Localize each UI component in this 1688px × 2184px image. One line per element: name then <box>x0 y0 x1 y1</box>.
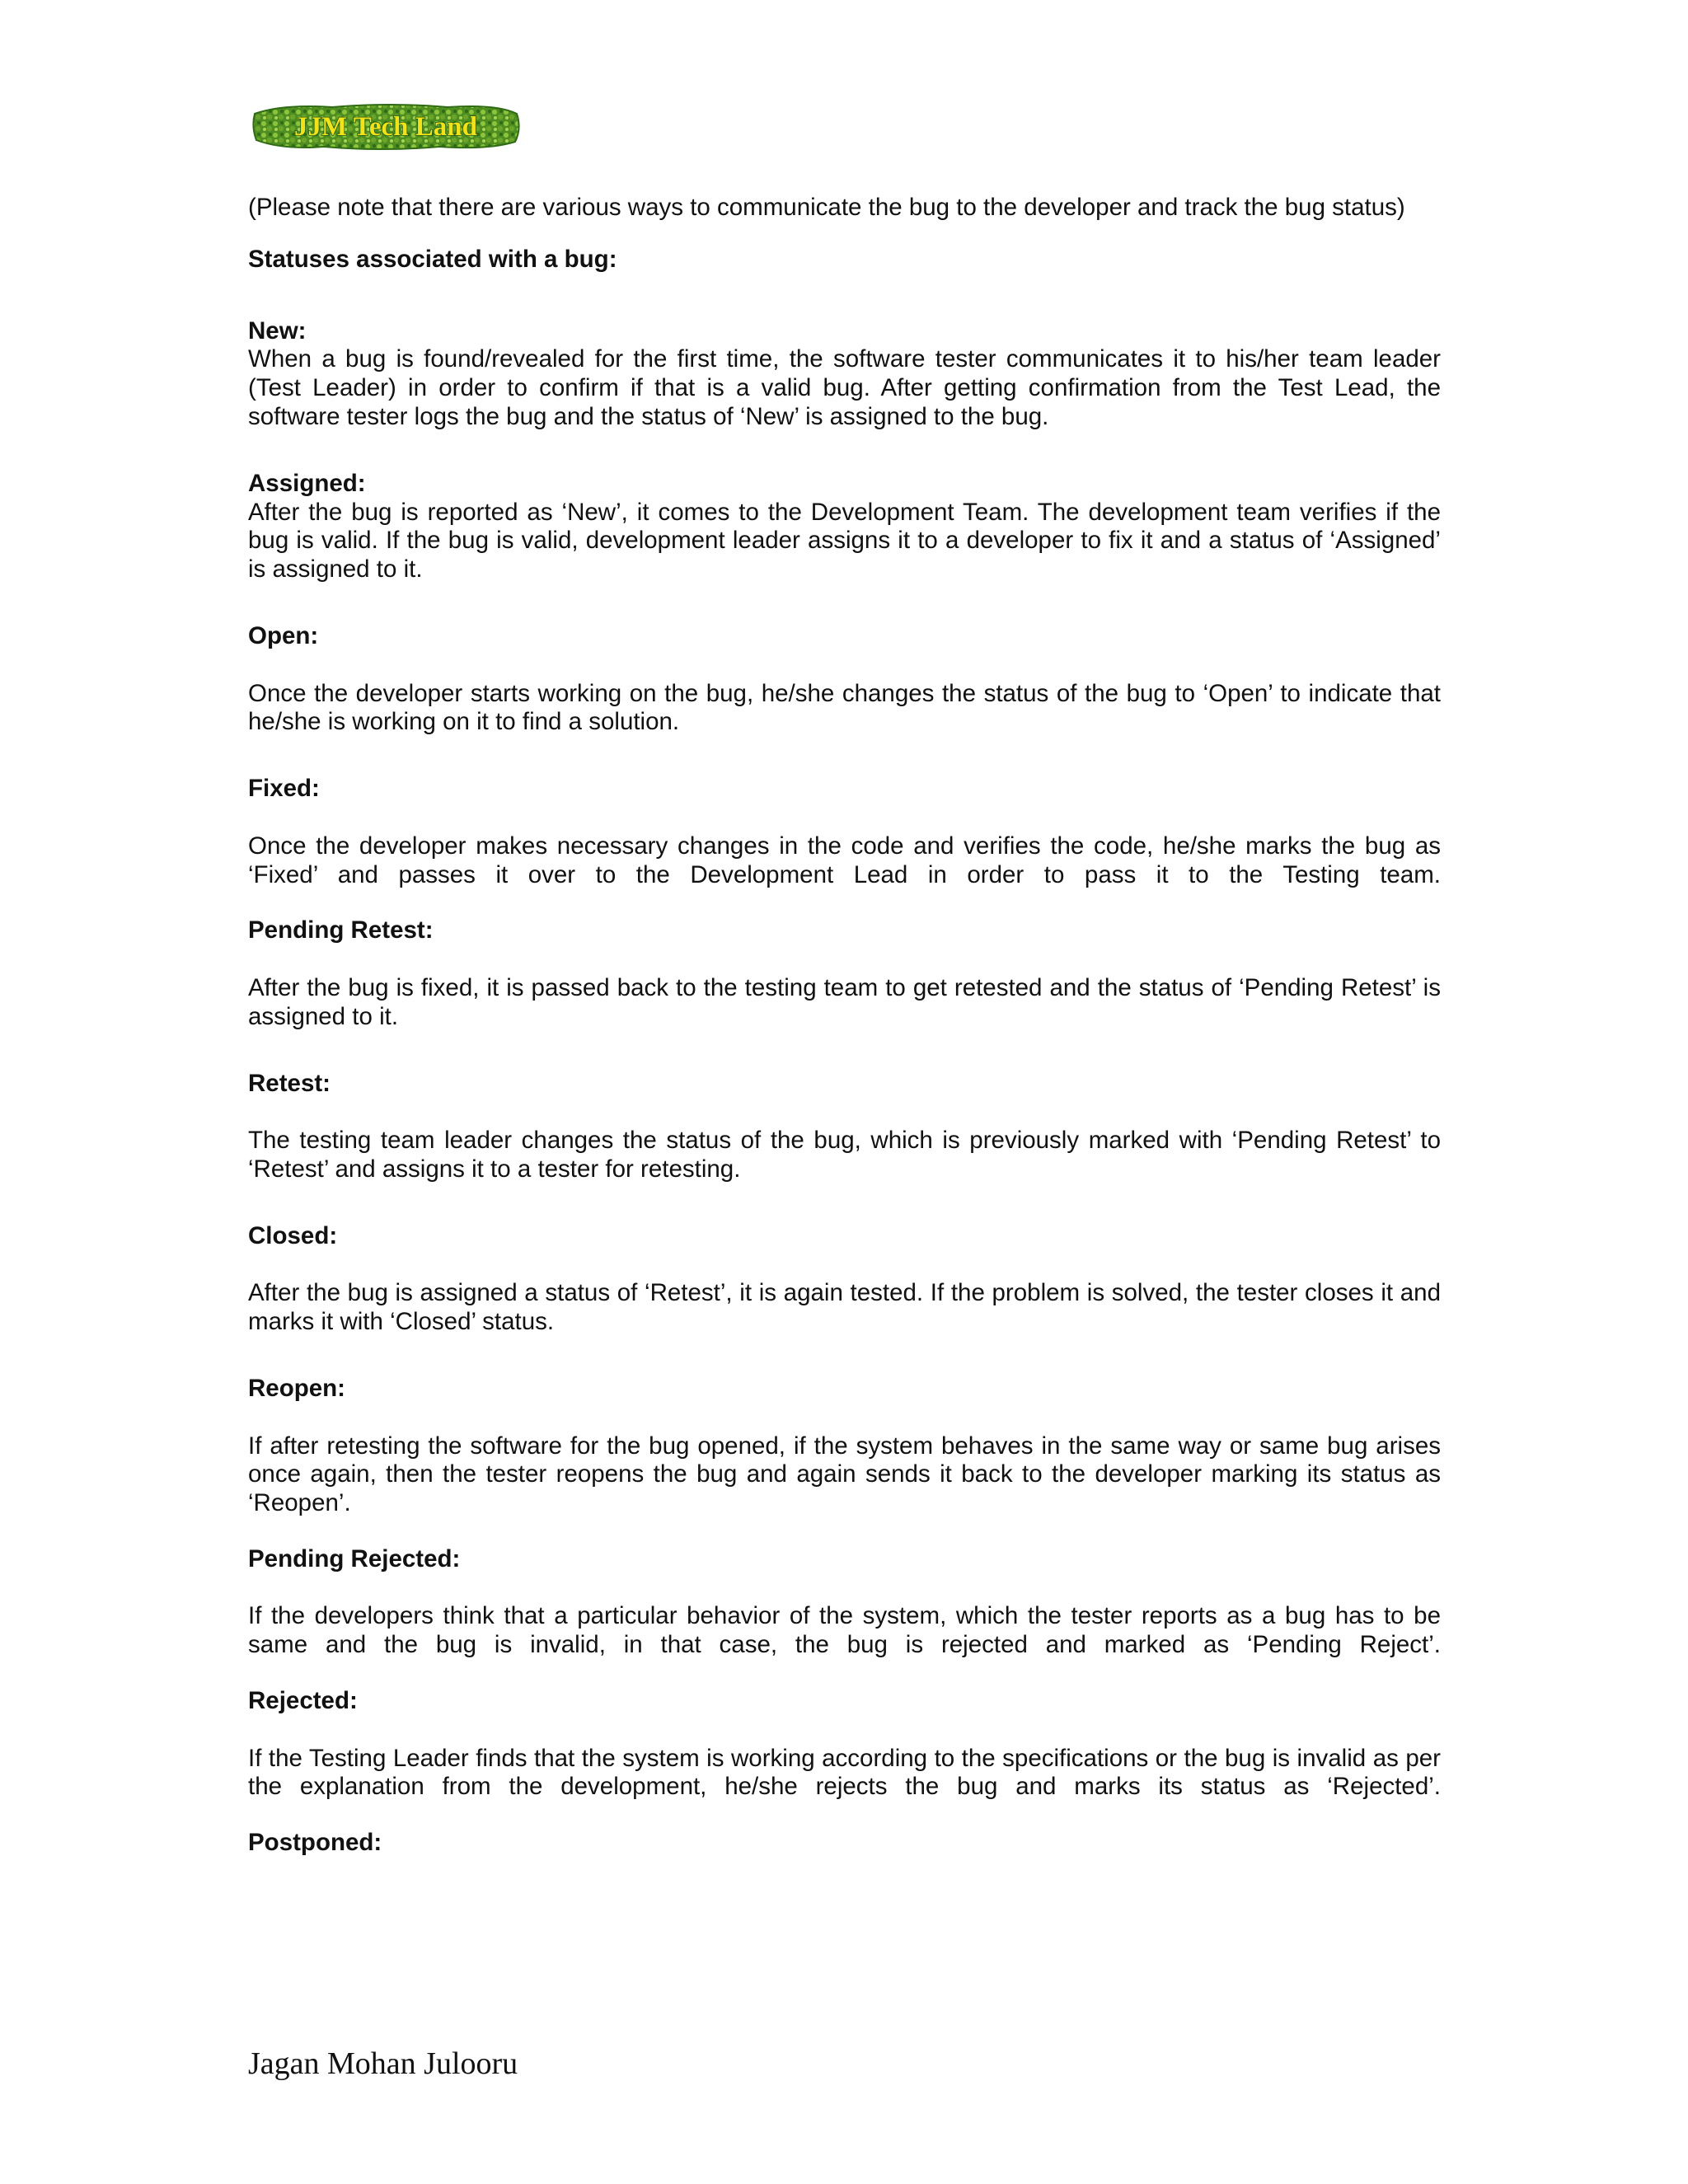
status-retest <box>248 1070 1441 1184</box>
status-open <box>248 622 1441 737</box>
status-heading: Rejected: <box>248 1687 358 1715</box>
status-reopen <box>248 1375 1441 1518</box>
status-heading: Pending Rejected: <box>248 1544 461 1572</box>
status-heading: Open: <box>248 621 319 649</box>
document-content <box>248 194 1441 1858</box>
status-heading: Fixed: <box>248 775 320 803</box>
status-heading: Reopen: <box>248 1374 345 1402</box>
status-description: After the bug is assigned a status of ‘Retest’, it is again tested. If the problem is solved, the tester closes it and marks it with ‘Closed’ status. <box>248 1279 1441 1336</box>
section-title: Statuses associated with a bug: <box>248 245 617 273</box>
status-closed <box>248 1222 1441 1337</box>
status-description: If the Testing Leader finds that the system is working according to the specifications or the bug is invalid as per the explanation from the development, he/she rejects the bug and marks its status as ‘Rejected’. <box>248 1744 1441 1801</box>
status-description: When a bug is found/revealed for the first time, the software tester communicates it to his/her team leader (Test Leader) in order to confirm if that is a valid bug. After getting confirmation from the Test Lead, the software tester logs the bug and the status of ‘New’ is assigned to the bug. <box>248 345 1441 430</box>
status-description: Once the developer starts working on the bug, he/she changes the status of the bug to ‘Open’ to indicate that he/she is working on it to find a solution. <box>248 679 1441 736</box>
author-footer: Jagan Mohan Julooru <box>248 2046 518 2081</box>
status-description: After the bug is fixed, it is passed back to the testing team to get retested and the status of ‘Pending Retest’ is assigned to it. <box>248 973 1441 1030</box>
intro-note: (Please note that there are various ways to communicate the bug to the developer and track the bug status) <box>248 194 1405 221</box>
status-heading: Assigned: <box>248 469 366 497</box>
jjm-tech-land-logo <box>250 97 522 157</box>
status-assigned <box>248 470 1441 584</box>
status-new <box>248 317 1441 432</box>
status-heading: New: <box>248 316 307 344</box>
status-heading: Retest: <box>248 1069 331 1097</box>
logo-graphic <box>250 97 522 157</box>
status-heading: Pending Retest: <box>248 916 434 944</box>
status-heading: Closed: <box>248 1221 338 1249</box>
status-description: If after retesting the software for the bug opened, if the system behaves in the same way or same bug arises once again, then the tester reopens the bug and again sends it back to the developer marking its status as ‘Reopen’. <box>248 1432 1441 1517</box>
status-heading: Postponed: <box>248 1829 382 1857</box>
status-pending-retest <box>248 916 1441 1031</box>
status-pending-rejected <box>248 1545 1441 1660</box>
status-rejected <box>248 1687 1441 1802</box>
status-description: The testing team leader changes the status of the bug, which is previously marked with ‘Pending Retest’ to ‘Retest’ and assigns it to a tester for retesting. <box>248 1127 1441 1183</box>
document-page <box>248 0 1441 2184</box>
status-fixed <box>248 775 1441 889</box>
logo-text: JJM Tech Land <box>294 112 477 142</box>
status-description: If the developers think that a particular behavior of the system, which the tester reports as a bug has to be same and the bug is invalid, in that case, the bug is rejected and marked as ‘Pending Reject’. <box>248 1602 1441 1659</box>
status-postponed <box>248 1829 1441 1858</box>
status-description: Once the developer makes necessary changes in the code and verifies the code, he/she marks the bug as ‘Fixed’ and passes it over to the Development Lead in order to pass it to the Testing team. <box>248 832 1441 888</box>
status-description: After the bug is reported as ‘New’, it comes to the Development Team. The development team verifies if the bug is valid. If the bug is valid, development leader assigns it to a developer to fix it and a status of ‘Assigned’ is assigned to it. <box>248 498 1441 583</box>
